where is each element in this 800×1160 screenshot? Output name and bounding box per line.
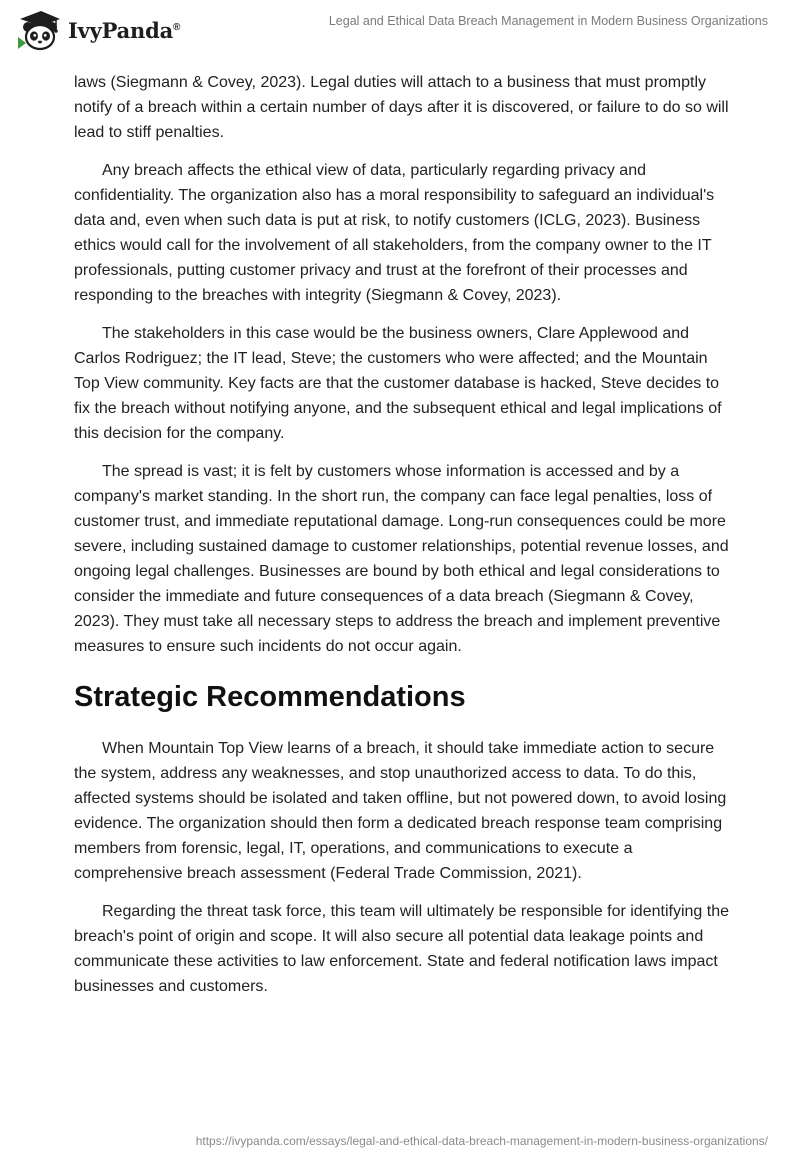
section-heading: Strategic Recommendations <box>74 681 466 713</box>
essay-body <box>74 70 734 1012</box>
paragraph-task-force: Regarding the threat task force, this team will ultimately be responsible for identifying the breach's point of origin and scope. It will also secure all potential data leakage points and communicate these activities to law enforcement. State and federal notification laws impact businesses and customers. <box>74 903 729 995</box>
panda-graduate-icon <box>14 9 62 51</box>
paragraph-immediate-action: When Mountain Top View learns of a breach, it should take immediate action to secure the system, address any weaknesses, and stop unauthorized access to data. To do this, affected systems should be isolated and taken offline, but not powered down, to avoid losing evidence. The organization should then form a dedicated breach response team comprising members from forensic, legal, IT, operations, and communications to execute a comprehensive breach assessment (Federal Trade Commission, 2021). <box>74 740 727 882</box>
paragraph-ethics: Any breach affects the ethical view of data, particularly regarding privacy and confidentiality. The organization also has a moral responsibility to safeguard an individual's data and, even when such data is put at risk, to notify customers (ICLG, 2023). Business ethics would call for the involvement of all stakeholders, from the company owner to the IT professionals, putting customer privacy and trust at the forefront of their processes and responding to the breaches with integrity (Siegmann & Covey, 2023). <box>74 162 715 304</box>
brand-name: IvyPanda® <box>68 17 181 43</box>
document-title: Legal and Ethical Data Breach Management in Modern Business Organizations <box>328 14 768 28</box>
ivypanda-logo[interactable] <box>14 9 180 51</box>
paragraph-stakeholders: The stakeholders in this case would be the business owners, Clare Applewood and Carlos Rodriguez; the IT lead, Steve; the customers who were affected; and the Mountain Top View community. Key facts are that the customer database is hacked, Steve decides to fix the breach without notifying anyone, and the subsequent ethical and legal implications of this decision for the company. <box>74 325 722 442</box>
source-url[interactable]: https://ivypanda.com/essays/legal-and-ethical-data-breach-management-in-modern-business-organizations/ <box>195 1134 768 1148</box>
paragraph-consequences: The spread is vast; it is felt by customers whose information is accessed and by a company's market standing. In the short run, the company can face legal penalties, loss of customer trust, and immediate reputational damage. Long-run consequences could be more severe, including sustained damage to customer relationships, potential revenue losses, and ongoing legal challenges. Businesses are bound by both ethical and legal considerations to consider the immediate and future consequences of a data breach (Siegmann & Covey, 2023). They must take all necessary steps to address the breach and implement preventive measures to ensure such incidents do not occur again. <box>74 463 729 655</box>
page-header <box>0 0 800 58</box>
paragraph-continuation: laws (Siegmann & Covey, 2023). Legal duties will attach to a business that must promptly notify of a breach within a certain number of days after it is discovered, or failure to do so will lead to stiff penalties. <box>74 74 729 141</box>
